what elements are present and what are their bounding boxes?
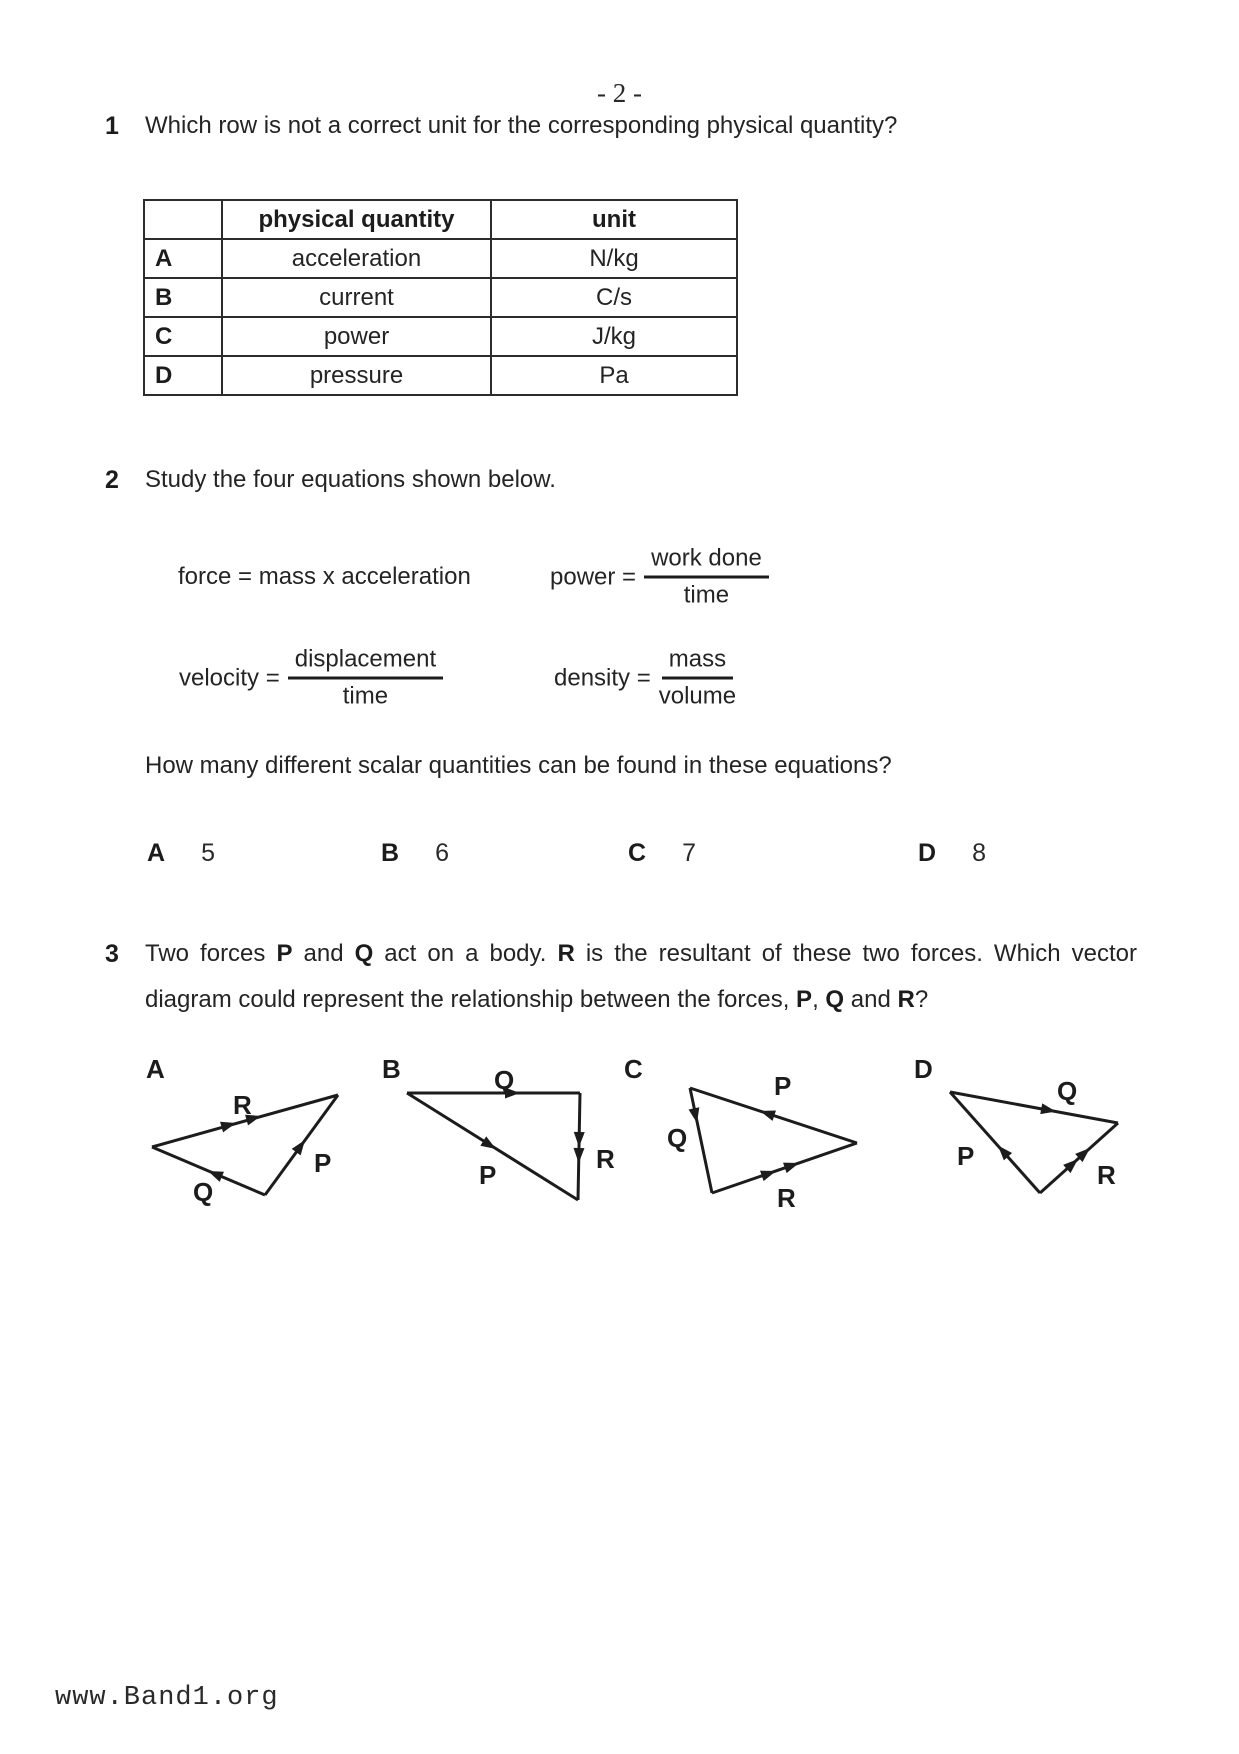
option-d-label: D (918, 839, 937, 867)
diagram-d-P-label: P (957, 1141, 975, 1171)
arrowhead (758, 1106, 776, 1121)
q2-text: Study the four equations shown below. (145, 466, 556, 493)
q3-number: 3 (105, 940, 119, 968)
equation-force-text: force = mass x acceleration (178, 563, 471, 590)
diagram-a-Q-label: Q (193, 1177, 214, 1207)
option-b-value: 6 (435, 839, 449, 867)
velocity-denominator: time (342, 682, 389, 710)
row-d-unit: Pa (491, 356, 737, 395)
diagram-b-Q-label: Q (494, 1065, 515, 1095)
velocity-numerator: displacement (288, 646, 443, 680)
q3-text-line1: Two forces P and Q act on a body. R is the resultant of these two forces. Which vector (145, 940, 1138, 967)
diagram-d-R-label: R (1097, 1160, 1116, 1190)
row-b-unit: C/s (491, 278, 737, 317)
row-b-quantity: current (222, 278, 491, 317)
row-d-letter: D (144, 356, 222, 395)
vector-diagram-b (382, 1054, 615, 1200)
option-a-value: 5 (201, 839, 215, 867)
density-numerator: mass (662, 646, 733, 680)
option-d-value: 8 (972, 839, 986, 867)
footer-url: www.Band1.org (55, 1683, 279, 1713)
diagram-b-label: B (382, 1054, 401, 1084)
diagram-c-Q-label: Q (667, 1123, 688, 1153)
arrowhead (760, 1166, 778, 1181)
equation-density-lhs: density = (554, 664, 651, 691)
vector-diagram-c (624, 1054, 857, 1213)
vector-diagram-d (914, 1054, 1118, 1193)
arrowhead (689, 1107, 703, 1124)
diagram-d-label: D (914, 1054, 933, 1084)
q1-text: Which row is not a correct unit for the corresponding physical quantity? (145, 112, 898, 139)
density-denominator: volume (658, 682, 737, 710)
row-b-letter: B (144, 278, 222, 317)
arrowhead (573, 1148, 584, 1163)
header-cell-physical-quantity: physical quantity (222, 200, 491, 239)
row-a-unit: N/kg (491, 239, 737, 278)
q2-question: How many different scalar quantities can be found in these equations? (145, 752, 892, 779)
equation-power-lhs: power = (550, 563, 637, 590)
power-numerator: work done (644, 545, 769, 579)
page-number: - 2 - (597, 78, 642, 108)
option-b-label: B (381, 839, 400, 867)
diagram-d-Q-label: Q (1057, 1076, 1078, 1106)
power-denominator: time (683, 581, 730, 609)
diagram-c-P-label: P (774, 1071, 792, 1101)
row-d-quantity: pressure (222, 356, 491, 395)
q3-text-line2: diagram could represent the relationship between the forces, P, Q and R? (145, 986, 929, 1013)
option-a-label: A (147, 839, 166, 867)
diagram-b-P-label: P (479, 1160, 497, 1190)
row-a-quantity: acceleration (222, 239, 491, 278)
diagram-a-P-label: P (314, 1148, 332, 1178)
diagram-a-R-label: R (233, 1090, 252, 1120)
equation-velocity-lhs: velocity = (179, 664, 280, 691)
row-c-unit: J/kg (491, 317, 737, 356)
vector-diagram-a (146, 1054, 338, 1207)
diagram-a-label: A (146, 1054, 165, 1084)
row-a-letter: A (144, 239, 222, 278)
arrowhead (574, 1132, 585, 1147)
header-cell-unit: unit (491, 200, 737, 239)
vector-c-Q-line (690, 1088, 712, 1193)
q1-number: 1 (105, 112, 119, 140)
option-c-label: C (628, 839, 647, 867)
diagram-b-R-label: R (596, 1144, 615, 1174)
q2-number: 2 (105, 466, 119, 494)
option-c-value: 7 (682, 839, 696, 867)
row-c-quantity: power (222, 317, 491, 356)
row-c-letter: C (144, 317, 222, 356)
diagram-c-R-label: R (777, 1183, 796, 1213)
diagram-c-label: C (624, 1054, 643, 1084)
arrowhead (783, 1158, 801, 1173)
